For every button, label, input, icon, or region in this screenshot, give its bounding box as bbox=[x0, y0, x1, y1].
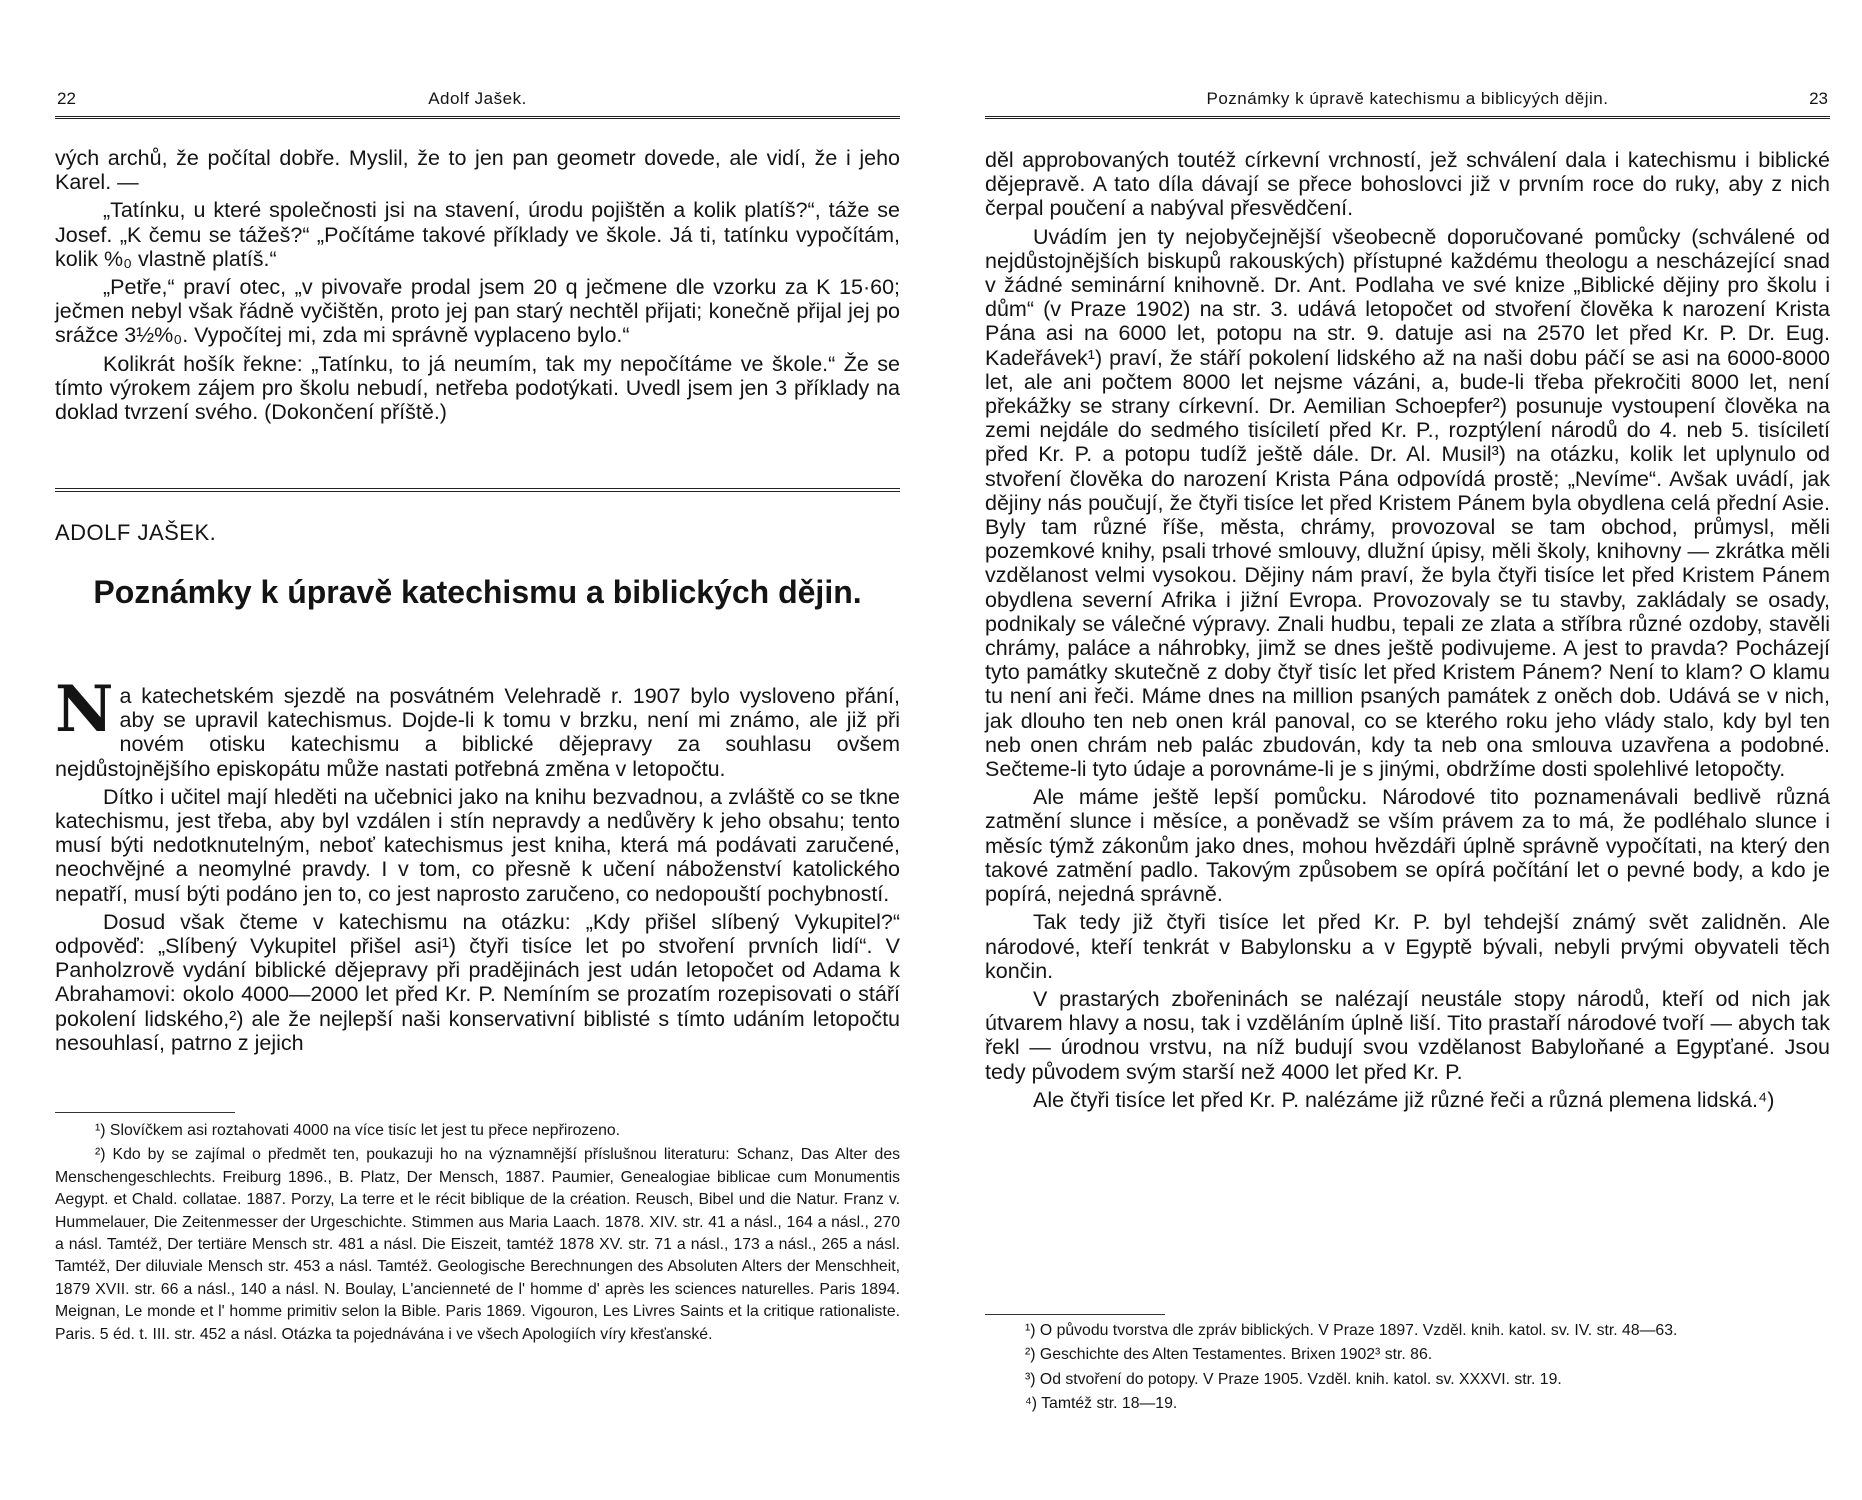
paragraph: V prastarých zbořeninách se nalézají neustále stopy národů, kteří od nich jak útvarem hlavy a nosu, tak i vzděláním úplně liší. Tito prastaří národové tvoří — abych tak řekl — úrodnou vrstvu, na níž budují svou vzdělanost Babyloňané a Egypťané. Jsou tedy původem svým starší než 4000 let před Kr. P. bbox=[985, 986, 1830, 1084]
paragraph: Kolikrát hošík řekne: „Tatínku, to já neumím, tak my nepočítáme ve škole.“ Že se tímto výrokem zájem pro školu nebudí, netřeba podotýkati. Uvedl jsem jen 3 příklady na doklad tvrzení svého. (Dokončení příště.) bbox=[55, 351, 900, 425]
footnote-rule bbox=[55, 1112, 235, 1113]
paragraph: Ale máme ještě lepší pomůcku. Národové tito poznamenávali bedlivě různá zatmění slunce i měsíce, a poněvadž se vším právem za to má, že podléhalo slunce i měsíc týmž zákonům jako dnes, mohou hvězdáři úplně správně vypočítati, na který den takové zatmění padlo. Takovým způsobem se opírá počítání let o pevné body, a kdo je popírá, nejedná správně. bbox=[985, 785, 1830, 907]
footnote: ³) Od stvoření do potopy. V Praze 1905. Vzděl. knih. katol. sv. XXXVI. str. 19. bbox=[1025, 1370, 1562, 1388]
paragraph bbox=[55, 672, 900, 781]
header-rule bbox=[985, 116, 1830, 121]
article-author: ADOLF JAŠEK. bbox=[55, 520, 217, 545]
paragraph: Uvádím jen ty nejobyčejnější všeobecně doporučované pomůcky (schválené od nejdůstojnějších biskupů rakouských) přístupné každému theologu a nescházející snad v žádné seminární knihovně. Dr. Ant. Podlaha ve své knize „Biblické dějiny pro školu i dům“ (v Praze 1902) na str. 3. udává letopočet od stvoření člověka k narození Krista Pána asi na 6000 let, potopu na str. 9. datuje asi na 2570 let před Kr. P. Dr. Eug. Kadeřávek¹) praví, že stáří pokolení lidského až na naši dobu páčí se asi na 6000-8000 let, ale ani počtem 8000 let nejsme vázáni, a, bude-li třeba překročiti 8000 let, není překážky se strany církevní. Dr. Aemilian Schoepfer²) posunuje vystoupení člověka na zemi nejdále do sedmého tisíciletí před Kr. P., rozptýlení národů do 4. neb 5. tisíciletí před Kr. P. a potopu tudíž ještě dále. Dr. Al. Musil³) na otázku, kolik let uplynulo od stvoření člověka do narození Krista Pána odpovídá prostě; „Nevíme“. Avšak uvádí, jak dějiny nás poučují, že čtyři tisíce let před Kristem Pánem byla obydlena celá přední Asie. Byly tam různé říše, města, chrámy, provozoval se tam obchod, průmysl, měli pozemkové knihy, psali trhové smlouvy, dlužní úpisy, měli školy, knihovny — zkrátka měli vzdělanost velmi vysokou. Dějiny nám praví, že byla čtyři tisíce let před Kristem Pánem obydlena severní Afrika i jižní Evropa. Provozovaly se tu stavby, zakládaly se osady, podnikaly se válečné výpravy. Znali hudbu, tepali ze zlata a stříbra různé ozdoby, stavěli chrámy, paláce a náhrobky, jimž se dnes ještě podivujeme. A jest to pravda? Pocházejí tyto památky skutečně z doby čtyř tisíc let před Kristem Pánem? Není to klam? O klamu tu není ani řeči. Máme dnes na million psaných památek z oněch dob. Udává se v nich, jak dlouho ten neb onen král panoval, co se kterého roku jeho vlády stalo, kdy byl ten neb onen chrám neb palác zbudován, kdy ta neb ona smlouva uzavřena a podobné. Sečteme-li tyto údaje a porovnáme-li je s jinými, obdržíme dosti spolehlivé letopočty. bbox=[985, 224, 1830, 782]
paragraph-text: a katechetském sjezdě na posvátném Velehradě r. 1907 bylo vysloveno přání, aby se upravil katechismus. Dojde-li k tomu v brzku, není mi známo, ale již při novém otisku katechismu a biblické dějepravy za souhlasu ovšem nejdůstojnějšího episkopátu může nastati potřebná změna v letopočtu. bbox=[55, 684, 900, 781]
running-title: Poznámky k úpravě katechismu a biblicyých dějin. bbox=[1206, 89, 1609, 108]
article-text bbox=[55, 672, 900, 1059]
section-divider bbox=[55, 488, 900, 495]
article-text bbox=[985, 148, 1830, 1116]
footnote: ²) Kdo by se zajímal o předmět ten, poukazuji ho na významnější příslušnou literaturu: Schanz, Das Alter des Menschengeschlechts. Freiburg 1896., B. Platz, Der Mensch, 1887. Paumier, Genealogiae biblicae cum Monumentis Aegypt. et Chald. collatae. 1887. Porzy, La terre et le récit biblique de la création. Reusch, Bibel und die Natur. Franz v. Hummelauer, Die Zeitenmesser der Urgeschichte. Stimmen aus Maria Laach. 1878. XIV. str. 41 a násl., 164 a násl., 270 a násl. Tamtéž, Der tertiäre Mensch str. 481 a násl. Die Eiszeit, tamtéž 1878 XV. str. 71 a násl., 173 a násl., 265 a násl. Tamtéž, Der diluviale Mensch str. 453 a násl. Tamtéž. Geologische Berechnungen des Absoluten Alters der Menschheit, 1879 XVII. str. 66 a násl., 140 a násl. N. Boulay, L'ancienneté de l' homme d' après les sciences naturelles. Paris 1894. Meignan, Le monde et l' homme primitiv selon la Bible. Paris 1869. Vigouron, Les Livres Saints et la critique rationaliste. Paris. 5 éd. t. III. str. 452 a násl. Otázka ta pojednávána i ve všech Apologiích víry křesťanské. bbox=[55, 1146, 900, 1343]
continuation-text bbox=[55, 146, 900, 428]
paragraph: děl approbovaných toutéž církevní vrchností, jež schválení dala i katechismu i biblické dějepravě. A tato díla dávají se přece bohoslovci již v prvním roce do ruky, aby z nich čerpal poučení a nabýval přesvědčení. bbox=[985, 148, 1830, 221]
footnote: ¹) Slovíčkem asi roztahovati 4000 na více tisíc let jest tu přece nepřirozeno. bbox=[95, 1122, 621, 1139]
right-page bbox=[985, 0, 1830, 1500]
running-title: Adolf Jašek. bbox=[428, 89, 527, 108]
footnote: ²) Geschichte des Alten Testamentes. Brixen 1902³ str. 86. bbox=[1025, 1346, 1433, 1364]
page-number: 22 bbox=[57, 89, 76, 108]
paragraph: Dítko i učitel mají hleděti na učebnici jako na knihu bezvadnou, a zvláště co se tkne katechismu, jest třeba, aby byl vzdálen i stín nepravdy a nedůvěry k jeho obsahu; tento musí býti nedotknutelným, neboť katechismus jest kniha, která má podávati zaručené, neochvějné a neomylné pravdy. I v tom, co přesně k učení náboženství katolického nepatří, musí býti podáno jen to, co jest naprosto zaručeno, co nedopouští pochybností. bbox=[55, 784, 900, 906]
footnotes-left bbox=[55, 1120, 900, 1348]
paragraph: „Tatínku, u které společnosti jsi na stavení, úrodu pojištěn a kolik platíš?“, táže se Josef. „K čemu se tážeš?“ „Počítáme takové příklady ve škole. Já ti, tatínku vypočítám, kolik %₀ vlastně platíš.“ bbox=[55, 198, 900, 271]
running-head-left bbox=[55, 86, 900, 112]
header-rule bbox=[55, 116, 900, 121]
paragraph: Ale čtyři tisíce let před Kr. P. nalézáme již různé řeči a různá plemena lidská.⁴) bbox=[1033, 1087, 1775, 1112]
paragraph: Tak tedy již čtyři tisíce let před Kr. P. byl tehdejší známý svět zalidněn. Ale národové, kteří tenkrát v Babylonsku a v Egyptě bývali, nebyli prvými obyvateli těch končin. bbox=[985, 910, 1830, 983]
paragraph: Dosud však čteme v katechismu na otázku: „Kdy přišel slíbený Vykupitel?“ odpověď: „Slíbený Vykupitel přišel asi¹) čtyři tisíce let po stvoření prvních lidí“. V Panholzrově vydání biblické dějepravy při pradějinách jest udán letopočet od Adama k Abrahamovi: okolo 4000—2000 let před Kr. P. Nemíním se prozatím rozepisovati o stáří pokolení lidského,²) ale že nejlepší naši konservativní biblisté s tímto udáním letopočtu nesouhlasí, patrno z jejich bbox=[55, 909, 900, 1055]
running-head-right bbox=[985, 86, 1830, 112]
drop-cap: N bbox=[55, 672, 114, 747]
paragraph: vých archů, že počítal dobře. Myslil, že to jen pan geometr dovede, ale vidí, že i jeho Karel. — bbox=[55, 146, 900, 195]
page-number: 23 bbox=[1809, 89, 1828, 108]
footnotes-right bbox=[985, 1320, 1830, 1418]
footnote: ¹) O původu tvorstva dle zpráv biblických. V Praze 1897. Vzděl. knih. katol. sv. IV. str. 48—63. bbox=[1025, 1322, 1678, 1339]
footnote-rule bbox=[985, 1314, 1165, 1315]
left-page bbox=[55, 0, 900, 1500]
paragraph: „Petře,“ praví otec, „v pivovaře prodal jsem 20 q ječmene dle vzorku za K 15·60; ječmen nebyl však řádně vyčištěn, proto jej pan starý nechtěl přijati; konečně přijal jej po srážce 3½%₀. Vypočítej mi, zda mi správně vyplaceno bylo.“ bbox=[55, 275, 900, 348]
article-title: Poznámky k úpravě katechismu a biblických dějin. bbox=[93, 574, 862, 610]
footnote: ⁴) Tamtéž str. 18—19. bbox=[1025, 1395, 1178, 1413]
